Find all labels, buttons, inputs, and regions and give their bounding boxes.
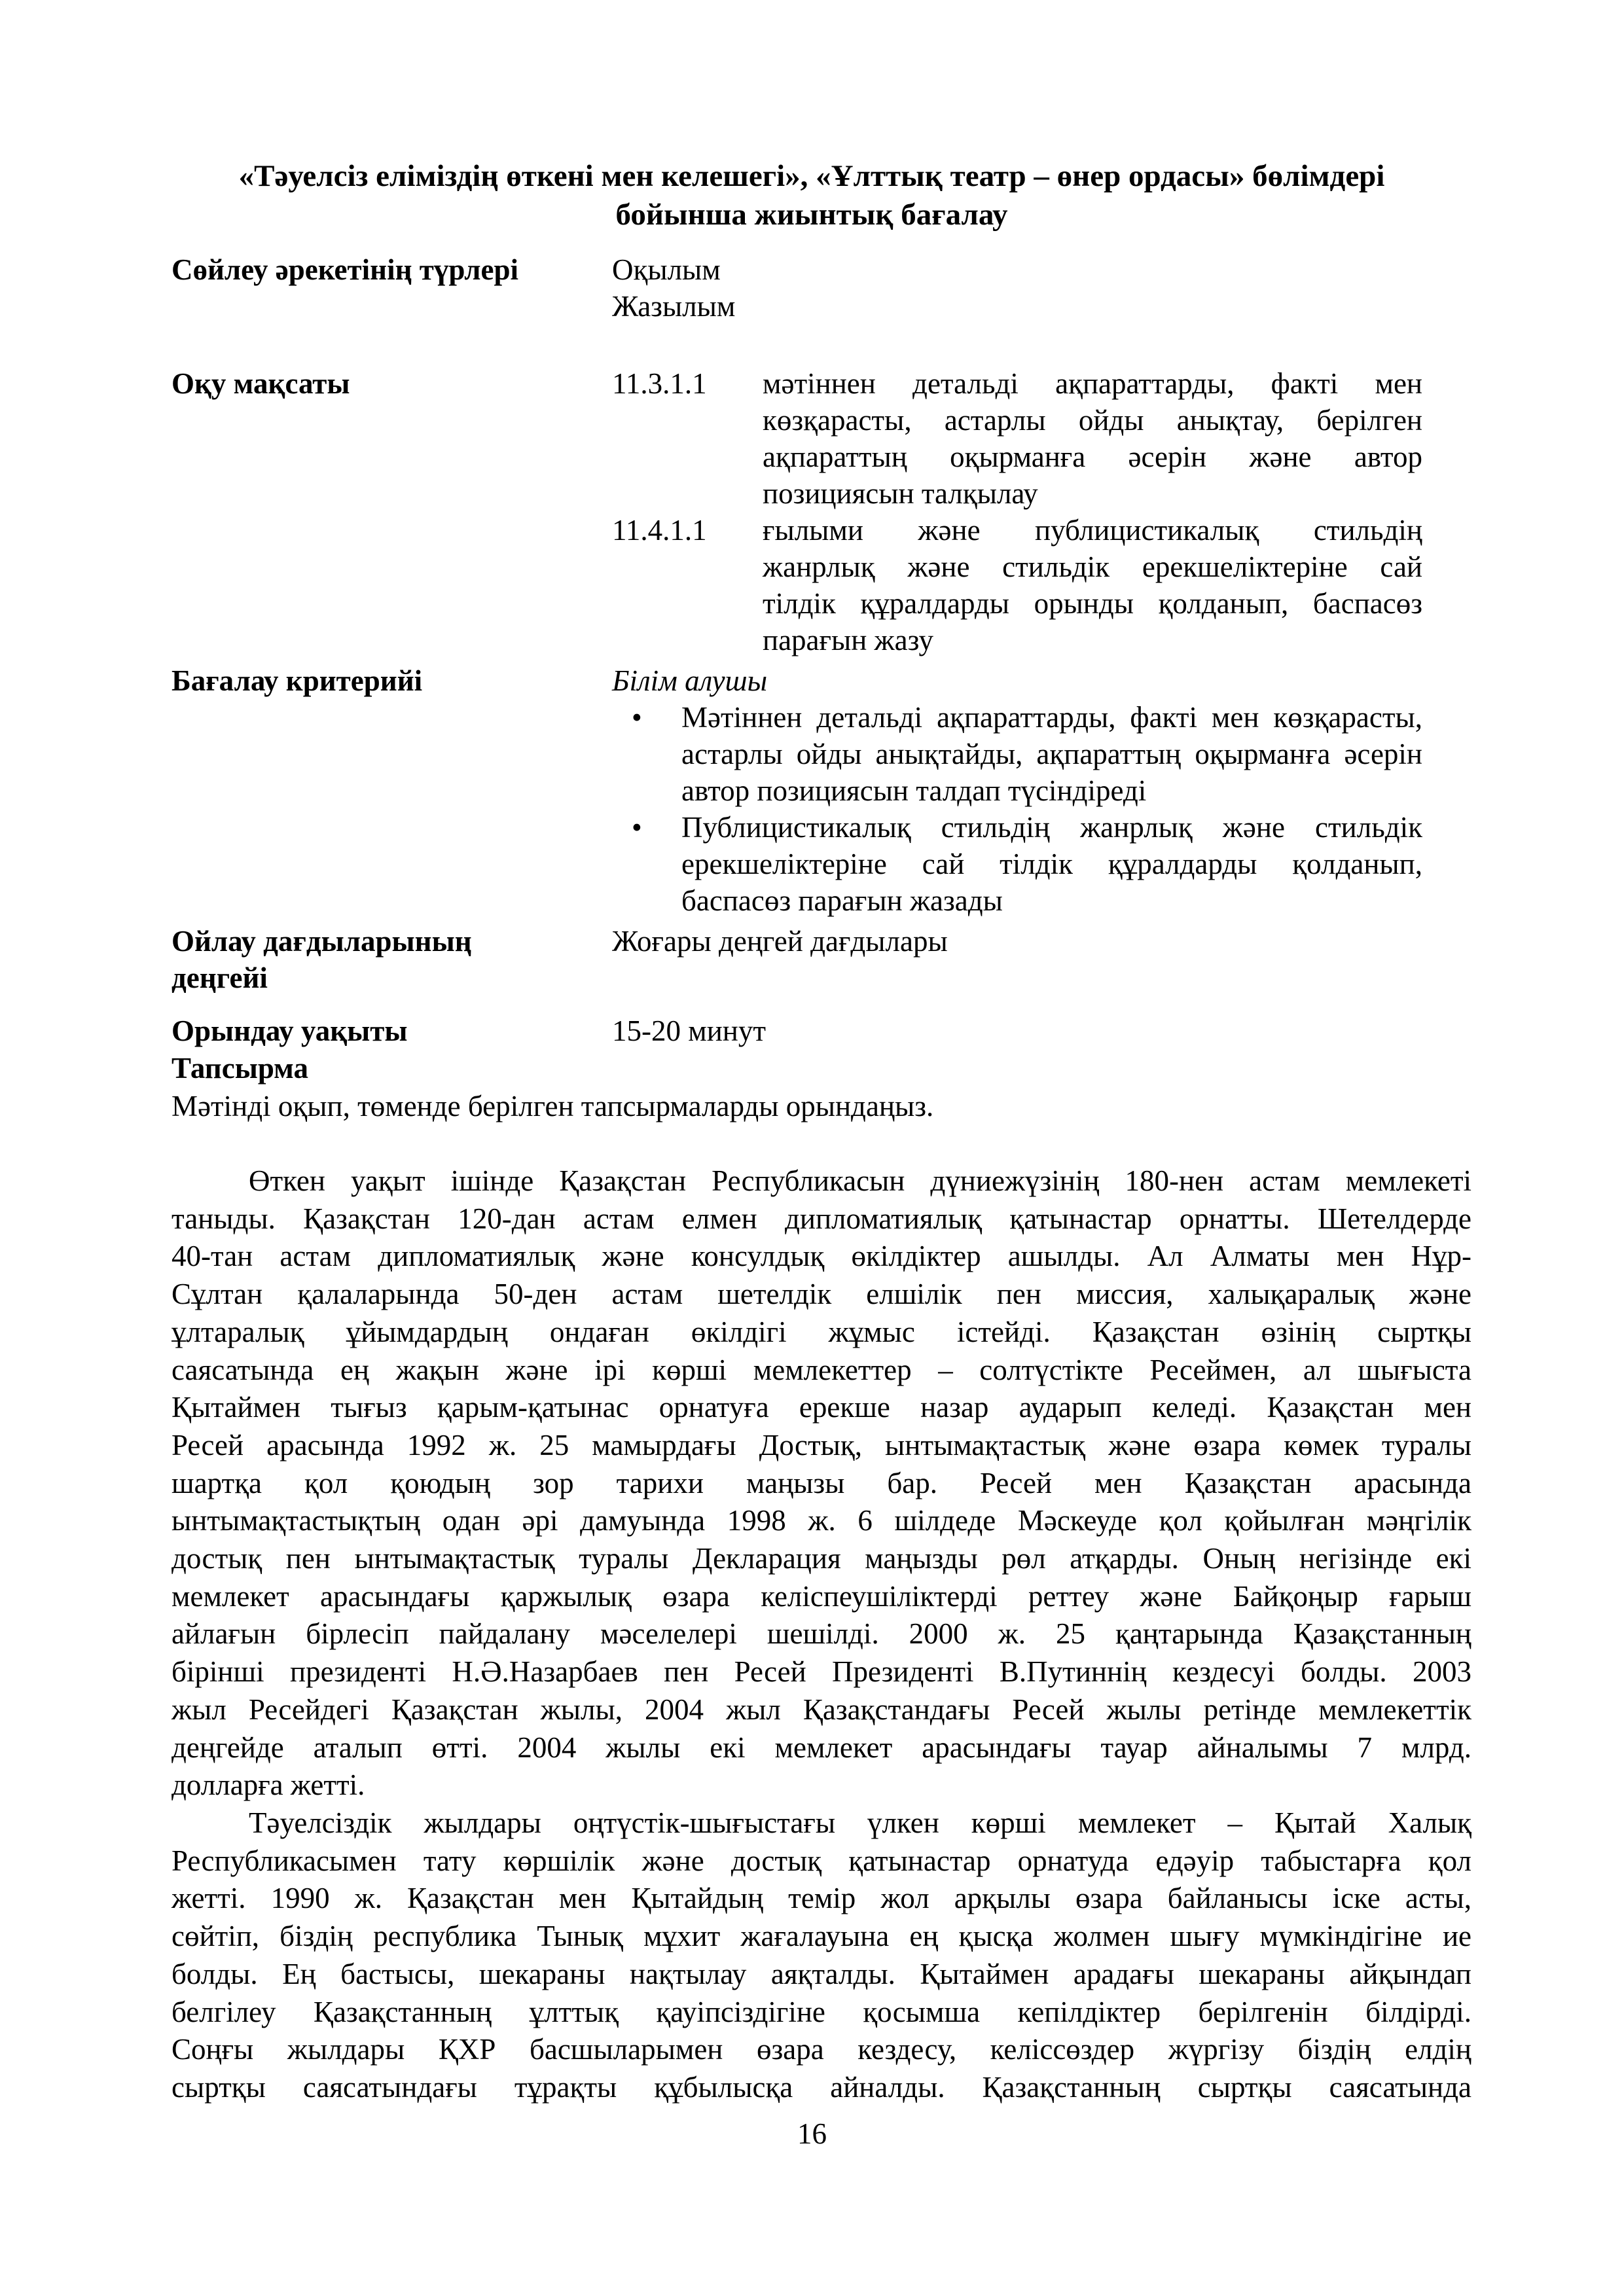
paragraph-line: Өткен уақыт ішінде Қазақстан Республикасын дүниежүзінің 180-нен астам мемлекеті [249,1164,1471,1197]
objective-line: парағын жазу [763,624,933,656]
paragraph-line: 40-тан астам дипломатиялық және консулдық өкілдіктер ашылды. Ал Алматы мен Нұр- [171,1240,1471,1273]
criteria-line: баспасөз парағын жазады [681,884,1003,917]
paragraph-line: Тәуелсіздік жылдары оңтүстік-шығыстағы үлкен көрші мемлекет – Қытай Халық [249,1806,1471,1839]
paragraph-line: болды. Ең бастысы, шекараны нақтылау аяқталды. Қытаймен арадағы шекараны айқындап [171,1957,1471,1990]
criteria-line: Публицистикалық стильдің жанрлық және стильдік [681,811,1422,844]
objective-line: тілдік құралдарды орынды қолданып, баспасөз [763,587,1422,620]
paragraph-line: шартқа қол қоюдың зор тарихи маңызы бар. Ресей мен Қазақстан арасында [171,1466,1471,1499]
thinking-level-label [171,923,604,996]
paragraph-line: сыртқы саясатындағы тұрақты құбылысқа айналды. Қазақстанның сыртқы саясатында [171,2070,1471,2104]
text-paragraph-1 [171,1162,1471,1804]
objective-item [612,365,1470,516]
page-title [164,157,1460,234]
paragraph-line: жыл Ресейдегі Қазақстан жылы, 2004 жыл Қазақстандағы Ресей жылы ретінде мемлекеттік [171,1693,1471,1726]
criteria-bullet-text [681,809,1422,919]
paragraph-line: сөйтіп, біздің республика Тынық мұхит жағалауына ең қысқа жолмен шығу мүмкіндігіне ие [171,1920,1471,1953]
speech-types-label: Сөйлеу әрекетінің түрлері [171,253,519,286]
paragraph-line: таныды. Қазақстан 120-дан астам елмен дипломатиялық қатынастар орнатты. Шетелдерде [171,1202,1471,1235]
criteria-label: Бағалау критерийі [171,664,423,697]
paragraph-line: долларға жетті. [171,1768,365,1802]
paragraph-line: Ресей арасында 1992 ж. 25 мамырдағы Достық, ынтымақтастық және өзара көмек туралы [171,1428,1471,1462]
title-line-2: бойынша жиынтық бағалау [615,198,1008,232]
task-instruction: Мәтінді оқып, төменде берілген тапсырмаларды орындаңыз. [171,1090,934,1122]
duration-value: 15-20 минут [612,1014,767,1047]
duration-label: Орындау уақыты [171,1014,408,1047]
paragraph-line: бірінші президенті Н.Ә.Назарбаев пен Ресей Президенті В.Путиннің кездесуі болды. 2003 [171,1655,1471,1689]
criteria-line: ерекшеліктеріне сай тілдік құралдарды қолданып, [681,848,1422,880]
objective-text [763,512,1422,658]
speech-type-writing: Жазылым [612,290,736,323]
paragraph-line: Сұлтан қалаларында 50-ден астам шетелдік елшілік пен миссия, халықаралық және [171,1278,1471,1311]
speech-type-reading: Оқылым [612,253,721,286]
objective-line: жанрлық және стильдік ерекшеліктеріне сай [763,550,1422,583]
paragraph-line: жетті. 1990 ж. Қазақстан мен Қытайдың темір жол арқылы өзара байланысы іске асты, [171,1882,1471,1915]
objective-item [612,512,1470,662]
list-item [612,699,1422,809]
objective-text [763,365,1422,512]
paragraph-line: Қытаймен тығыз қарым-қатынас орнатуға ерекше назар аударып келеді. Қазақстан мен [171,1391,1471,1424]
paragraph-line: белгілеу Қазақстанның ұлттық қауіпсіздігіне қосымша кепілдіктер берілгенін білдірді. [171,1995,1471,2028]
task-label: Тапсырма [171,1052,309,1085]
thinking-level-value: Жоғары деңгей дағдылары [612,925,948,958]
paragraph-line: ұлтаралық ұйымдардың ондаған өкілдігі жұмыс істейді. Қазақстан өзінің сыртқы [171,1315,1471,1348]
objective-line: көзқарасты, астарлы ойды анықтау, берілген [763,404,1422,437]
criteria-subject: Білім алушы [612,664,768,697]
bullet-icon: • [632,701,642,734]
learning-objective-label: Оқу мақсаты [171,367,350,400]
paragraph-line: айлағын бірлесіп пайдалану мәселелері шешілді. 2000 ж. 25 қаңтарында Қазақстанның [171,1617,1471,1651]
objective-line: ғылыми және публицистикалық стильдің [763,514,1422,547]
text-paragraph-2 [171,1804,1471,2107]
objective-line: мәтіннен детальді ақпараттарды, факті мен [763,367,1422,400]
list-item [612,809,1422,919]
criteria-bullet-list [612,699,1470,919]
speech-types-values [612,251,1470,325]
bullet-icon: • [632,811,642,844]
thinking-level-label-line: Ойлау дағдыларының [171,925,472,958]
paragraph-line: деңгейде аталып өтті. 2004 жылы екі мемлекет арасындағы тауар айналымы 7 млрд. [171,1731,1471,1764]
criteria-content [612,662,1470,919]
paragraph-line: саясатында ең жақын және ірі көрші мемлекеттер – солтүстікте Ресеймен, ал шығыста [171,1353,1471,1386]
paragraph-line: ынтымақтастықтың одан әрі дамуында 1998 ж. 6 шілдеде Мәскеуде қол қойылған мәңгілік [171,1504,1471,1537]
paragraph-line: достық пен ынтымақтастық туралы Декларация маңызды рөл атқарды. Оның негізінде екі [171,1542,1471,1575]
paragraph-line: Республикасымен тату көршілік және достық қатынастар орнатуда едәуір табыстарға қол [171,1844,1471,1877]
paragraph-line: мемлекет арасындағы қаржылық өзара келіспеушіліктерді реттеу және Байқоңыр ғарыш [171,1579,1471,1613]
thinking-level-label-line: деңгейі [171,961,268,994]
title-line-1: «Тәуелсіз еліміздің өткені мен келешегі», «Ұлттық театр – өнер ордасы» бөлімдері [238,159,1385,193]
objective-code: 11.4.1.1 [612,514,707,547]
criteria-line: астарлы ойды анықтайды, ақпараттың оқырманға әсерін [681,738,1422,770]
criteria-bullet-text [681,699,1422,809]
criteria-line: Мәтіннен детальді ақпараттарды, факті мен көзқарасты, [681,701,1422,734]
objective-code: 11.3.1.1 [612,367,707,400]
objective-line: ақпараттың оқырманға әсерін және автор [763,440,1422,473]
paragraph-line: Соңғы жылдары ҚХР басшыларымен өзара кездесу, келіссөздер жүргізу біздің елдің [171,2033,1471,2066]
criteria-line: автор позициясын талдап түсіндіреді [681,774,1147,807]
page-number: 16 [797,2117,827,2150]
objective-line: позициясын талқылау [763,477,1038,510]
